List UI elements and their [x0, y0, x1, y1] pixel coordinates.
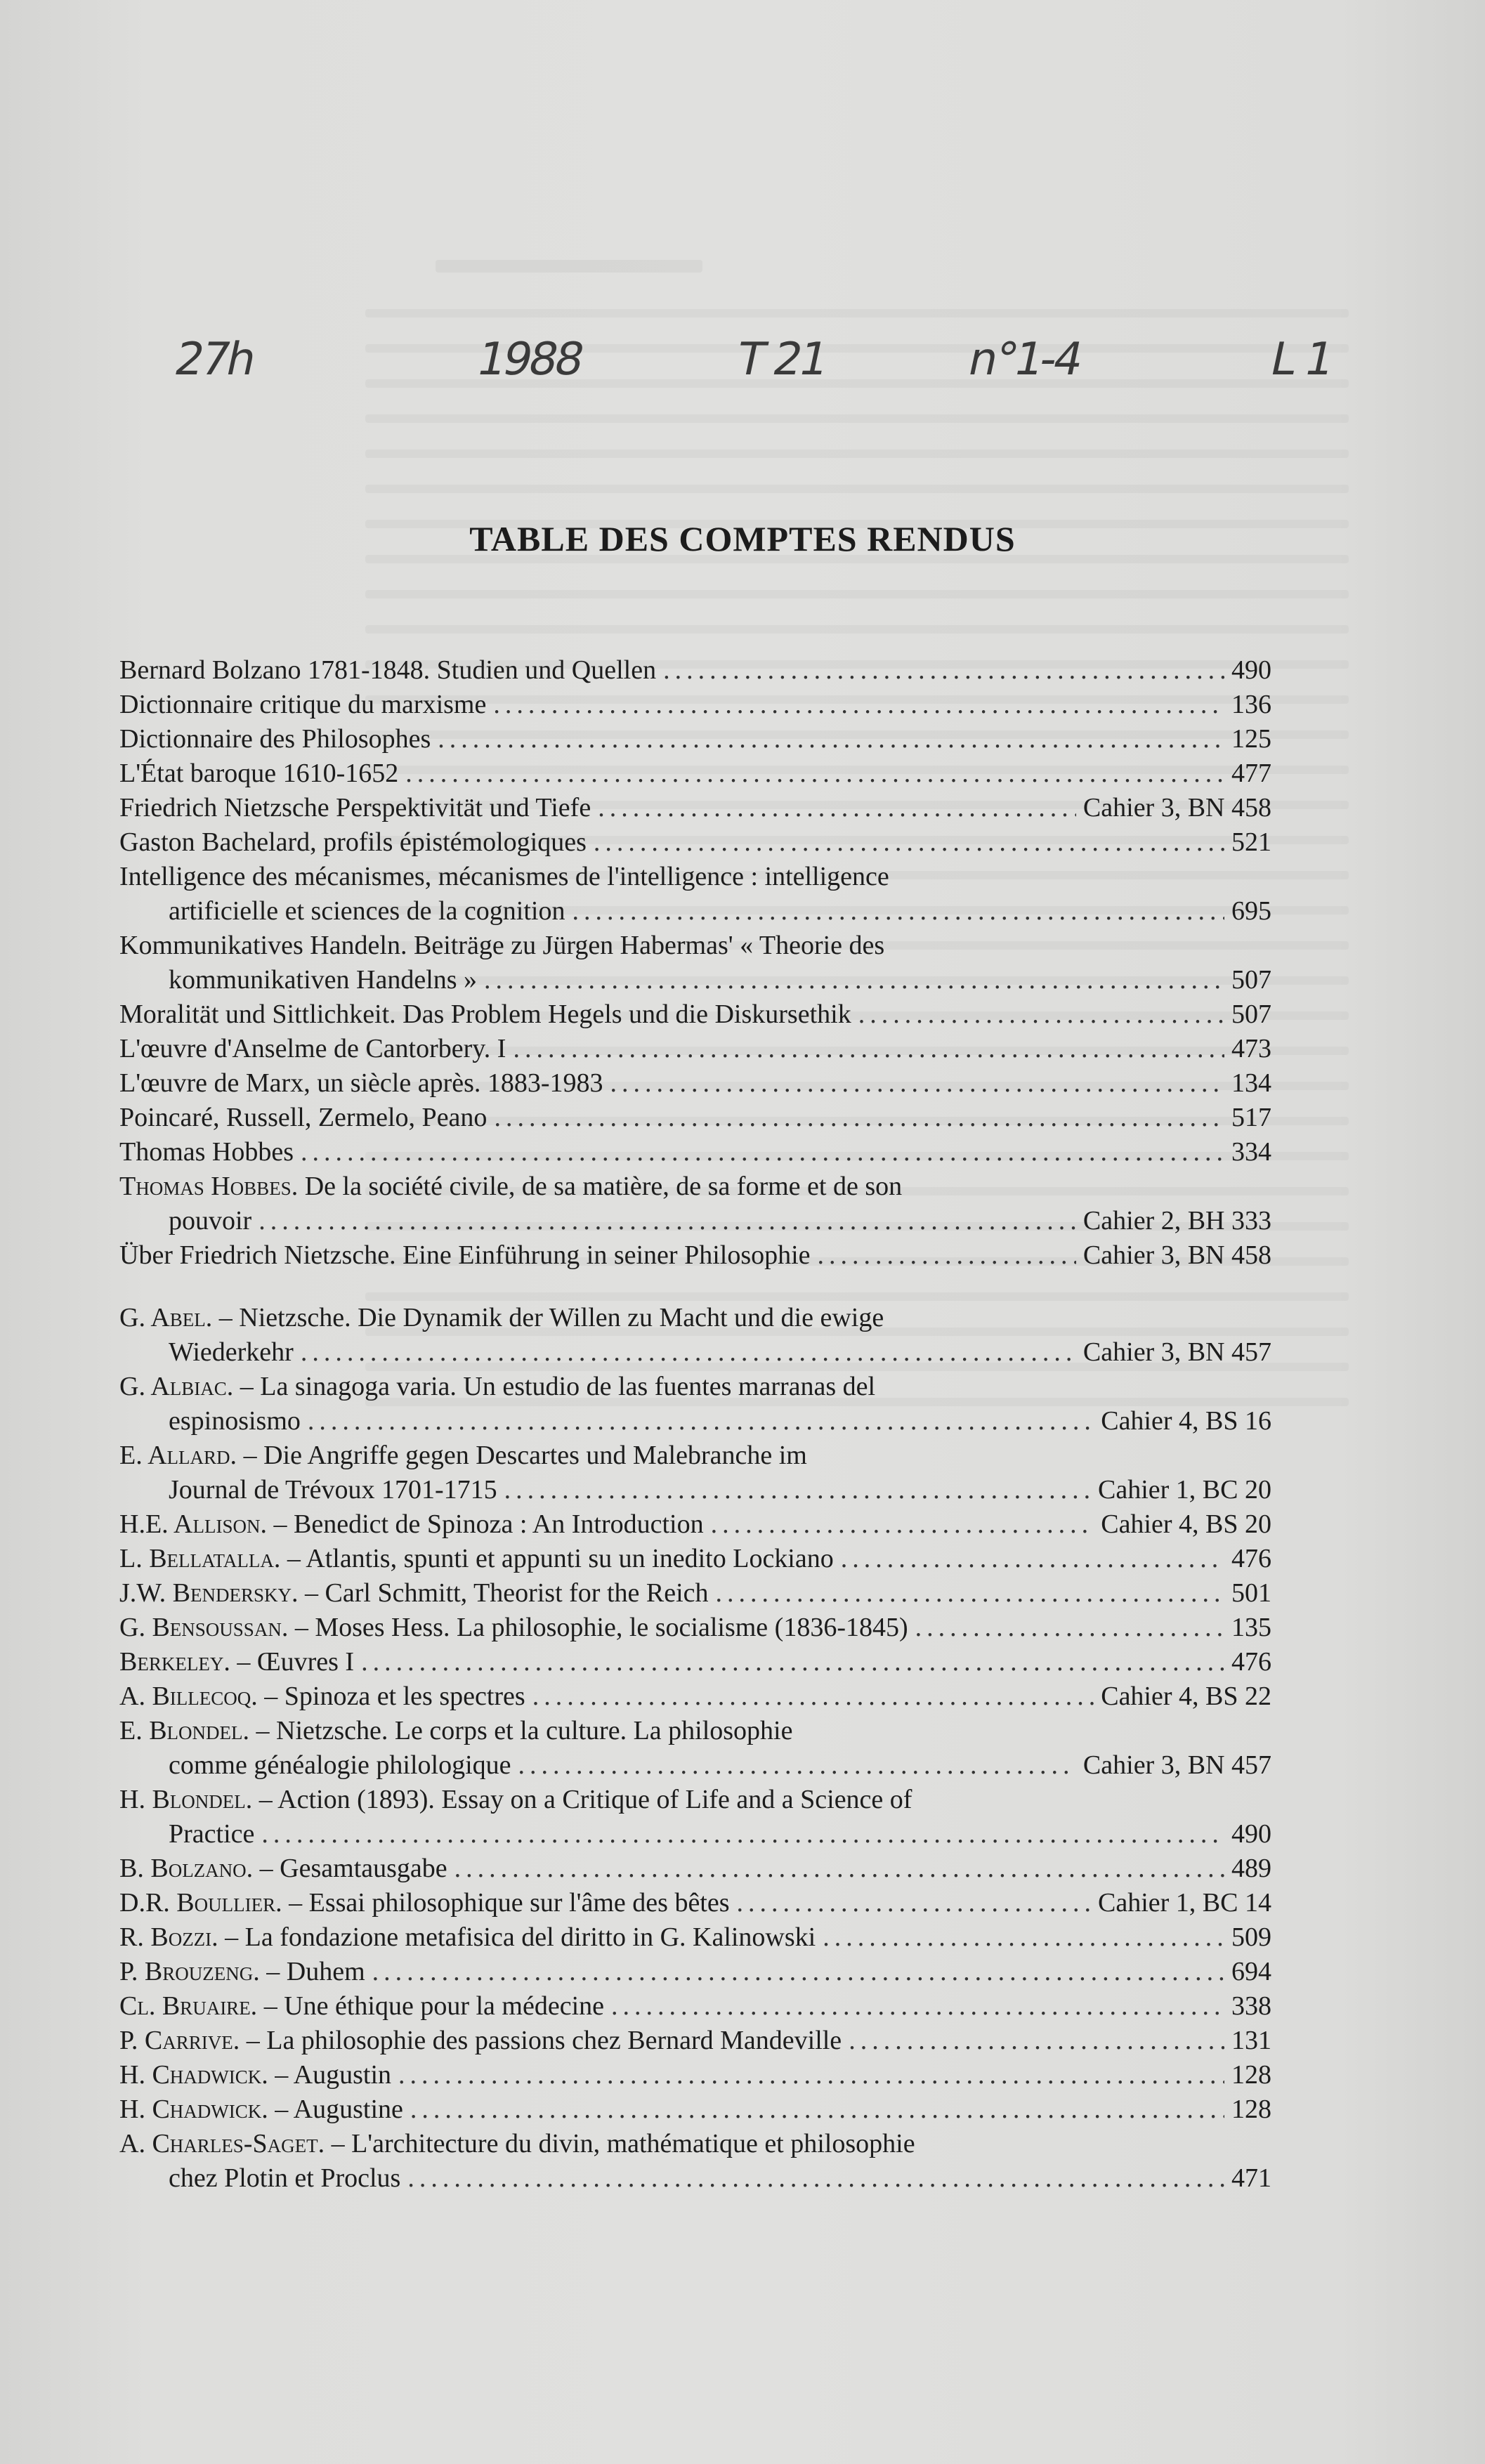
entry-text-wrap [119, 2092, 403, 2127]
entry-continuation-line [119, 963, 1271, 997]
entry-reference: 334 [1231, 1137, 1271, 1167]
entry-reference: 135 [1231, 1613, 1271, 1642]
toc-entry [119, 1989, 1271, 2024]
entry-line [119, 1507, 1271, 1542]
entry-line [119, 929, 1271, 963]
entry-line [119, 860, 1271, 894]
dot-leader [398, 2058, 1224, 2092]
dot-leader [849, 2024, 1224, 2058]
toc-entry [119, 1679, 1271, 1714]
entry-line [119, 2024, 1271, 2058]
entry-line [119, 1920, 1271, 1955]
entry-title: – Die Angriffe gegen Descartes und Malebranche im [243, 1441, 807, 1470]
entry-title: – Œuvres I [237, 1647, 355, 1677]
entry-author: Thomas Hobbes. [119, 1172, 299, 1201]
entry-title: Poincaré, Russell, Zermelo, Peano [119, 1103, 488, 1132]
entry-reference: Cahier 3, BN 457 [1082, 1750, 1271, 1780]
toc-entry [119, 1507, 1271, 1542]
entry-text-wrap [119, 931, 884, 960]
entry-text-wrap [119, 1886, 730, 1920]
entry-text-wrap [119, 1611, 908, 1645]
entry-reference: 490 [1231, 655, 1271, 685]
dot-leader [361, 1645, 1224, 1679]
entry-continuation: kommunikativen Handelns » [169, 965, 478, 995]
dot-leader [484, 963, 1224, 997]
dot-leader [259, 1204, 1076, 1238]
entry-continuation: Practice [169, 1819, 255, 1849]
entry-title: Friedrich Nietzsche Perspektivität und Tiefe [119, 793, 591, 823]
entry-text-wrap [119, 1135, 294, 1169]
entry-author: H.E. Allison. [119, 1509, 267, 1539]
entry-title: Bernard Bolzano 1781-1848. Studien und Quellen [119, 655, 657, 685]
entry-reference: Cahier 3, BN 458 [1082, 1240, 1271, 1270]
toc-entry [119, 2127, 1271, 2196]
handnote-numbers: n°1-4 [964, 334, 1085, 386]
dot-leader [301, 1135, 1224, 1169]
toc-entry [119, 2024, 1271, 2058]
entry-author: L. Bellatalla. [119, 1544, 281, 1573]
entry-reference: 695 [1231, 896, 1271, 926]
entry-author: A. Charles-Saget. [119, 2129, 325, 2158]
dot-leader [737, 1886, 1091, 1920]
entry-text-wrap [119, 1372, 875, 1401]
entry-continuation: pouvoir [169, 1206, 252, 1236]
entry-reference: Cahier 1, BC 14 [1098, 1888, 1271, 1918]
entry-reference: 128 [1231, 2095, 1271, 2124]
page-title: TABLE DES COMPTES RENDUS [469, 519, 1016, 558]
dot-leader [405, 756, 1224, 791]
entry-text-wrap [119, 1679, 525, 1714]
entry-reference: 517 [1231, 1103, 1271, 1132]
entry-line [119, 1135, 1271, 1169]
entry-reference: 125 [1231, 724, 1271, 754]
entry-line [119, 722, 1271, 756]
dot-leader [504, 1473, 1091, 1507]
entry-line [119, 1886, 1271, 1920]
entry-title: Dictionnaire critique du marxisme [119, 690, 487, 719]
entry-text-wrap [119, 1032, 506, 1066]
entry-reference: 338 [1231, 1991, 1271, 2021]
entry-reference: 471 [1231, 2163, 1271, 2193]
entry-title: – La philosophie des passions chez Bernard Mandeville [246, 2026, 842, 2055]
toc-entry [119, 653, 1271, 688]
entry-line [119, 1032, 1271, 1066]
toc-entry [119, 1920, 1271, 1955]
entry-text-wrap [119, 1785, 912, 1814]
entry-text-wrap [119, 688, 486, 722]
dot-leader [716, 1576, 1224, 1611]
entry-text-wrap [119, 1576, 709, 1611]
entry-text-wrap [119, 1238, 811, 1273]
entry-title: Thomas Hobbes [119, 1137, 294, 1167]
entry-title: L'État baroque 1610-1652 [119, 759, 399, 788]
entry-reference: Cahier 3, BN 457 [1082, 1337, 1271, 1367]
entry-author: B. Bolzano. [119, 1854, 254, 1883]
dot-leader [438, 722, 1224, 756]
entry-author: G. Albiac. [119, 1372, 234, 1401]
entry-author: H. Blondel. [119, 1785, 253, 1814]
dot-leader [410, 2092, 1224, 2127]
entry-reference: 507 [1231, 965, 1271, 995]
dot-leader [823, 1920, 1224, 1955]
entry-continuation: comme généalogie philologique [169, 1750, 511, 1780]
entry-title: – Atlantis, spunti et appunti su un inedito Lockiano [287, 1544, 834, 1573]
entry-title: De la société civile, de sa matière, de sa forme et de son [304, 1172, 903, 1201]
dot-leader [594, 825, 1224, 860]
toc-entry [119, 1714, 1271, 1783]
toc-entry [119, 1135, 1271, 1169]
entry-text-wrap [119, 1716, 792, 1745]
entry-reference: Cahier 2, BH 333 [1082, 1206, 1271, 1236]
entry-reference: 473 [1231, 1034, 1271, 1063]
toc-entry [119, 1238, 1271, 1273]
anonymous-titles-list [119, 653, 1271, 1273]
entry-text-wrap [119, 1101, 487, 1135]
entry-reference: 694 [1231, 1957, 1271, 1986]
handnote-volume: 27h [170, 334, 259, 386]
entry-continuation: artificielle et sciences de la cognition [169, 896, 565, 926]
entry-reference: Cahier 4, BS 16 [1101, 1406, 1271, 1436]
entry-line [119, 1955, 1271, 1989]
entry-line [119, 1101, 1271, 1135]
entry-line [119, 1542, 1271, 1576]
toc-entry [119, 1852, 1271, 1886]
entry-title: – Benedict de Spinoza : An Introduction [273, 1509, 704, 1539]
entry-title: Gaston Bachelard, profils épistémologiques [119, 827, 587, 857]
entry-title: Moralität und Sittlichkeit. Das Problem Hegels und die Diskursethik [119, 1000, 851, 1029]
entry-title: – Nietzsche. Le corps et la culture. La philosophie [256, 1716, 793, 1745]
entry-text-wrap [119, 791, 591, 825]
entry-reference: Cahier 4, BS 20 [1101, 1509, 1271, 1539]
entry-line [119, 756, 1271, 791]
dot-leader [301, 1335, 1076, 1370]
entry-continuation-line [119, 894, 1271, 929]
entry-line [119, 2092, 1271, 2127]
handnote-year: 1988 [472, 334, 587, 386]
entry-line [119, 2127, 1271, 2161]
entry-text-wrap [119, 1303, 884, 1332]
entry-title: – Carl Schmitt, Theorist for the Reich [305, 1578, 709, 1608]
dot-leader [532, 1679, 1094, 1714]
entry-author: H. Chadwick. [119, 2095, 268, 2124]
entry-line [119, 688, 1271, 722]
entry-line [119, 1989, 1271, 2024]
toc-entry [119, 1576, 1271, 1611]
toc-entry [119, 688, 1271, 722]
entry-title: – Moses Hess. La philosophie, le socialisme (1836-1845) [294, 1613, 908, 1642]
entry-text-wrap [119, 1920, 816, 1955]
entry-reference: 507 [1231, 1000, 1271, 1029]
entry-text-wrap [119, 862, 889, 891]
entry-text-wrap [119, 653, 656, 688]
entry-text-wrap [119, 1955, 365, 1989]
toc-entry [119, 1032, 1271, 1066]
entry-text-wrap [119, 2129, 915, 2158]
dot-leader [261, 1817, 1224, 1852]
toc-entry [119, 1439, 1271, 1507]
entry-line [119, 1611, 1271, 1645]
entry-line [119, 1679, 1271, 1714]
entry-line [119, 1576, 1271, 1611]
dot-leader [841, 1542, 1224, 1576]
entry-title: – Essai philosophique sur l'âme des bêtes [289, 1888, 730, 1918]
entry-reference: Cahier 1, BC 20 [1098, 1475, 1271, 1505]
entry-reference: 509 [1231, 1922, 1271, 1952]
toc-entry [119, 1370, 1271, 1439]
table-of-reviews [119, 653, 1271, 2196]
toc-entry [119, 929, 1271, 997]
entry-continuation-line [119, 1748, 1271, 1783]
entry-text-wrap [119, 1989, 604, 2024]
entry-author: G. Bensoussan. [119, 1613, 289, 1642]
entry-author: Cl. Bruaire. [119, 1991, 258, 2021]
dot-leader [818, 1238, 1076, 1273]
dot-leader [598, 791, 1076, 825]
entry-title: – Augustine [275, 2095, 403, 2124]
dot-leader [308, 1404, 1094, 1439]
entry-continuation-line [119, 1473, 1271, 1507]
toc-entry [119, 1886, 1271, 1920]
entry-author: E. Blondel. [119, 1716, 250, 1745]
dot-leader [513, 1032, 1224, 1066]
entry-text-wrap [119, 2024, 842, 2058]
entry-reference: 476 [1231, 1544, 1271, 1573]
entry-continuation: Wiederkehr [169, 1337, 294, 1367]
entry-continuation-line [119, 1404, 1271, 1439]
entry-line [119, 1169, 1271, 1204]
entry-reference: 477 [1231, 759, 1271, 788]
dot-leader [494, 1101, 1224, 1135]
toc-entry [119, 2092, 1271, 2127]
entry-author: D.R. Boullier. [119, 1888, 282, 1918]
entry-title: – Nietzsche. Die Dynamik der Willen zu Macht und die ewige [218, 1303, 884, 1332]
entry-title: – Gesamtausgabe [259, 1854, 447, 1883]
entry-line [119, 997, 1271, 1032]
entry-text-wrap [119, 1172, 902, 1201]
toc-entry [119, 1301, 1271, 1370]
entry-continuation: Journal de Trévoux 1701-1715 [169, 1475, 497, 1505]
toc-entry [119, 756, 1271, 791]
entry-text-wrap [119, 1852, 447, 1886]
dot-leader [518, 1748, 1076, 1783]
toc-entry [119, 997, 1271, 1032]
entry-author: Berkeley. [119, 1647, 230, 1677]
entry-reference: 476 [1231, 1647, 1271, 1677]
entry-title: Dictionnaire des Philosophes [119, 724, 431, 754]
entry-title: – Une éthique pour la médecine [263, 1991, 605, 2021]
toc-entry [119, 1169, 1271, 1238]
entry-reference: 131 [1231, 2026, 1271, 2055]
entry-continuation-line [119, 1817, 1271, 1852]
entry-line [119, 1714, 1271, 1748]
entry-title: L'œuvre d'Anselme de Cantorbery. I [119, 1034, 506, 1063]
entry-line [119, 1370, 1271, 1404]
entry-title: – La fondazione metafisica del diritto in G. Kalinowski [225, 1922, 816, 1952]
entry-line [119, 2058, 1271, 2092]
dot-leader [407, 2161, 1224, 2196]
dot-leader [372, 1955, 1224, 1989]
entry-author: H. Chadwick. [119, 2060, 268, 2090]
toc-entry [119, 825, 1271, 860]
entry-text-wrap [119, 1066, 603, 1101]
toc-entry [119, 1542, 1271, 1576]
entry-title: – Spinoza et les spectres [264, 1682, 525, 1711]
dot-leader [663, 653, 1224, 688]
entry-reference: 134 [1231, 1068, 1271, 1098]
entry-author: P. Brouzeng. [119, 1957, 260, 1986]
dot-leader [493, 688, 1224, 722]
entry-reference: 136 [1231, 690, 1271, 719]
entry-title: – Augustin [275, 2060, 392, 2090]
entry-title: – La sinagoga varia. Un estudio de las fuentes marranas del [240, 1372, 876, 1401]
handwritten-annotation [170, 334, 1370, 418]
entry-continuation-line [119, 2161, 1271, 2196]
entry-reference: 521 [1231, 827, 1271, 857]
entry-text-wrap [119, 1645, 354, 1679]
entry-author: E. Allard. [119, 1441, 237, 1470]
entry-line [119, 1301, 1271, 1335]
dot-leader [711, 1507, 1094, 1542]
section-gap [119, 1273, 1271, 1301]
entry-author: R. Bozzi. [119, 1922, 218, 1952]
entry-continuation: espinosismo [169, 1406, 301, 1436]
entry-continuation-line [119, 1204, 1271, 1238]
toc-entry [119, 1066, 1271, 1101]
entry-text-wrap [119, 2058, 391, 2092]
entry-text-wrap [119, 825, 587, 860]
entry-title: – L'architecture du divin, mathématique et philosophie [331, 2129, 915, 2158]
entry-reference: Cahier 4, BS 22 [1101, 1682, 1271, 1711]
entry-line [119, 1783, 1271, 1817]
dot-leader [858, 997, 1224, 1032]
author-entries-list [119, 1301, 1271, 2196]
entry-line [119, 1066, 1271, 1101]
toc-entry [119, 860, 1271, 929]
toc-entry [119, 2058, 1271, 2092]
entry-author: J.W. Bendersky. [119, 1578, 299, 1608]
entry-text-wrap [119, 1507, 704, 1542]
entry-author: P. Carrive. [119, 2026, 240, 2055]
entry-title: Kommunikatives Handeln. Beiträge zu Jürgen Habermas' « Theorie des [119, 931, 885, 960]
entry-author: A. Billecoq. [119, 1682, 258, 1711]
entry-title: – Duhem [266, 1957, 365, 1986]
dot-leader [454, 1852, 1224, 1886]
entry-reference: 501 [1231, 1578, 1271, 1608]
toc-entry [119, 1783, 1271, 1852]
entry-reference: 489 [1231, 1854, 1271, 1883]
toc-entry [119, 1645, 1271, 1679]
toc-entry [119, 1955, 1271, 1989]
entry-line [119, 1238, 1271, 1273]
entry-line [119, 791, 1271, 825]
entry-author: G. Abel. [119, 1303, 213, 1332]
entry-line [119, 1852, 1271, 1886]
dot-leader [915, 1611, 1224, 1645]
entry-line [119, 1645, 1271, 1679]
entry-line [119, 1439, 1271, 1473]
entry-reference: 128 [1231, 2060, 1271, 2090]
toc-entry [119, 791, 1271, 825]
entry-reference: 490 [1231, 1819, 1271, 1849]
entry-text-wrap [119, 1542, 834, 1576]
entry-continuation-line [119, 1335, 1271, 1370]
entry-line [119, 653, 1271, 688]
entry-text-wrap [119, 1441, 807, 1470]
entry-title: – Action (1893). Essay on a Critique of Life and a Science of [259, 1785, 912, 1814]
dot-leader [610, 1066, 1224, 1101]
entry-title: Über Friedrich Nietzsche. Eine Einführung in seiner Philosophie [119, 1240, 811, 1270]
entry-text-wrap [119, 756, 398, 791]
entry-title: Intelligence des mécanismes, mécanismes de l'intelligence : intelligence [119, 862, 889, 891]
dot-leader [572, 894, 1224, 929]
entry-text-wrap [119, 722, 431, 756]
toc-entry [119, 722, 1271, 756]
toc-entry [119, 1611, 1271, 1645]
entry-line [119, 825, 1271, 860]
entry-continuation: chez Plotin et Proclus [169, 2163, 401, 2193]
dot-leader [611, 1989, 1224, 2024]
toc-entry [119, 1101, 1271, 1135]
entry-reference: Cahier 3, BN 458 [1082, 793, 1271, 823]
handnote-tome: T 21 [732, 334, 831, 386]
handnote-livraison: L 1 [1266, 334, 1337, 386]
entry-text-wrap [119, 997, 851, 1032]
entry-title: L'œuvre de Marx, un siècle après. 1883-1983 [119, 1068, 603, 1098]
